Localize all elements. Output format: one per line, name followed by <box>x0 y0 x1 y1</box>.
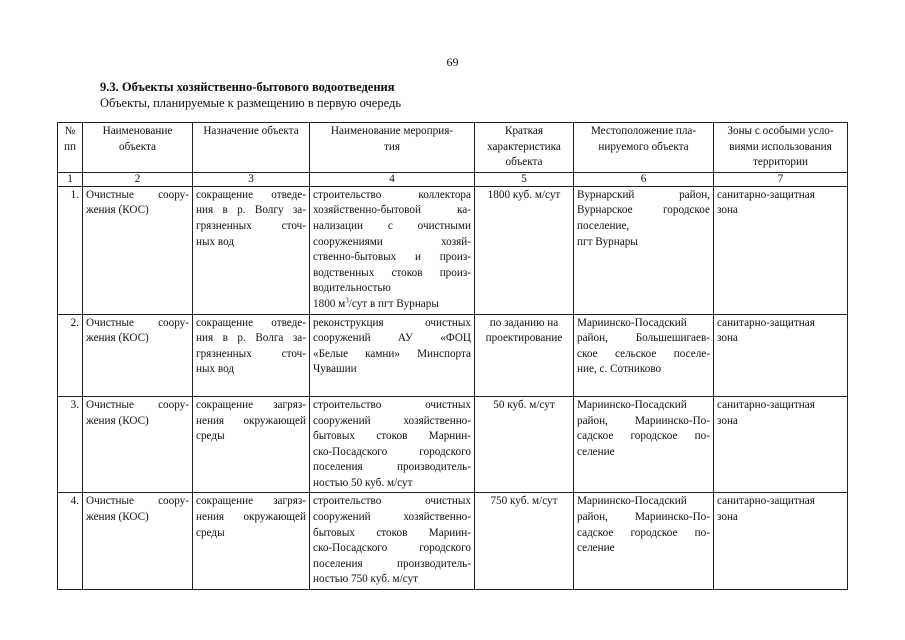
cell-line: Вурнарский район, <box>577 188 710 201</box>
object-spec-cell <box>475 493 574 590</box>
cell-line: поселения производитель- <box>313 461 471 474</box>
cell-line: ско-Посадского городского <box>313 445 471 458</box>
cell-line: поселения производитель- <box>313 557 471 570</box>
cell-line: жения (КОС) <box>86 414 149 427</box>
object-spec-cell <box>475 396 574 493</box>
cell-line: ных вод <box>196 235 235 248</box>
header-line: Зоны с особыми усло- <box>727 125 834 137</box>
cell-line: нения окружающей <box>196 511 306 524</box>
row-number: 4. <box>58 493 83 590</box>
cell-line: селение <box>577 445 615 458</box>
cell-line: грязненных сточ- <box>196 347 306 360</box>
column-number: 6 <box>574 172 714 186</box>
header-line: объекта <box>505 156 543 169</box>
cell-line: жения (КОС) <box>86 204 149 217</box>
header-line: объекта <box>118 140 157 153</box>
table-row <box>58 314 848 396</box>
cell-line: сокращение отведе- <box>196 316 306 329</box>
measure-cell <box>310 396 475 493</box>
object-name-cell <box>83 186 193 314</box>
header-line: виями использования <box>729 140 832 153</box>
cell-line: проектирование <box>485 332 563 345</box>
object-purpose-cell <box>193 493 310 590</box>
cell-line: санитарно-защитная <box>717 398 815 411</box>
row-number: 2. <box>58 314 83 396</box>
cell-line: нения окружающей <box>196 414 306 427</box>
header-col-name <box>83 123 193 173</box>
column-number: 5 <box>475 172 574 186</box>
location-cell <box>574 186 714 314</box>
measure-cell <box>310 186 475 314</box>
cell-line: ния в р. Волгу за- <box>196 204 306 217</box>
cell-line: бытовых стоков Марнин- <box>313 430 471 443</box>
header-col-spec <box>475 123 574 173</box>
cell-line: селение <box>577 542 615 555</box>
column-number: 1 <box>58 172 83 186</box>
header-col-location <box>574 123 714 173</box>
zones-cell <box>714 314 848 396</box>
cell-line: Очистные соору- <box>86 316 189 329</box>
row-number: 3. <box>58 396 83 493</box>
cell-line: зона <box>717 204 738 217</box>
header-line: № <box>64 125 76 137</box>
cell-line: реконструкция очистных <box>313 316 471 329</box>
column-number-row <box>58 172 848 186</box>
capacity-value: 1800 м <box>313 297 346 310</box>
cell-line: водительностью <box>313 282 391 295</box>
cell-line: поселение, <box>577 219 630 232</box>
column-number: 2 <box>83 172 193 186</box>
wastewater-objects-table <box>57 122 848 590</box>
header-line: Наименование мероприя- <box>330 125 454 137</box>
cell-line: санитарно-защитная <box>717 316 815 329</box>
header-line: Наименование <box>102 125 173 137</box>
cell-line: грязненных сточ- <box>196 219 306 232</box>
cell-line: Чувашии <box>313 363 357 376</box>
cell-line: ское сельское поселе- <box>577 347 710 360</box>
cell-line: пгт Вурнары <box>577 235 638 248</box>
cell-line: садское городское по- <box>577 526 710 539</box>
object-spec-cell <box>475 186 574 314</box>
cell-line: Очистные соору- <box>86 398 189 411</box>
header-line: территории <box>753 156 808 169</box>
cell-line: среды <box>196 526 225 539</box>
cell-line: бытовых стоков Мариин- <box>313 526 471 539</box>
object-purpose-cell <box>193 186 310 314</box>
cell-line: Мариинско-Посадский <box>577 316 687 329</box>
cell-line: садское городское по- <box>577 430 710 443</box>
cell-line: сооружений хозяйственно- <box>313 511 471 524</box>
object-name-cell <box>83 314 193 396</box>
zones-cell <box>714 493 848 590</box>
cell-line: ния в р. Волга за- <box>196 332 306 345</box>
cell-line: сокращение загряз- <box>196 398 306 411</box>
object-purpose-cell <box>193 396 310 493</box>
cell-line: Мариинско-Посадский <box>577 495 687 508</box>
cell-line: среды <box>196 430 225 443</box>
location-cell <box>574 396 714 493</box>
cell-line: Вурнарское городское <box>577 204 710 217</box>
cell-line: ственно-бытовых и произ- <box>313 251 471 264</box>
column-number: 7 <box>714 172 848 186</box>
header-line: нируемого объекта <box>598 140 689 153</box>
capacity-location: /сут в пгт Вурнары <box>348 297 439 310</box>
cell-line: хозяйственно-бытовой ка- <box>313 204 471 217</box>
cell-line: санитарно-защитная <box>717 188 815 201</box>
cell-line: водственных стоков произ- <box>313 266 471 279</box>
header-line: Назначение объекта <box>203 125 299 137</box>
cell-line: «Белые камни» Минспорта <box>313 347 471 360</box>
header-col-num <box>58 123 83 173</box>
cell-line: Очистные соору- <box>86 495 189 508</box>
cell-line: Очистные соору- <box>86 188 189 201</box>
cell-line: жения (КОС) <box>86 332 149 345</box>
object-purpose-cell <box>193 314 310 396</box>
header-line: Местоположение пла- <box>590 125 697 137</box>
cell-line: сооружений хозяйственно- <box>313 414 471 427</box>
cell-line: жения (КОС) <box>86 511 149 524</box>
object-spec-cell <box>475 314 574 396</box>
header-line: тия <box>383 140 401 153</box>
table-header-row <box>58 123 848 173</box>
cell-line: сокращение отведе- <box>196 188 306 201</box>
column-number: 3 <box>193 172 310 186</box>
object-name-cell <box>83 396 193 493</box>
cell-line: строительство коллектора <box>313 188 471 201</box>
object-name-cell <box>83 493 193 590</box>
location-cell <box>574 314 714 396</box>
table-row <box>58 186 848 314</box>
cell-line: район, Мариинско-По- <box>577 414 710 427</box>
cell-line: 1800 куб. м/сут <box>487 188 561 201</box>
cell-line: зона <box>717 511 738 524</box>
cell-line: 750 куб. м/сут <box>490 495 558 508</box>
column-number: 4 <box>310 172 475 186</box>
measure-cell <box>310 493 475 590</box>
cell-line: сокращение загряз- <box>196 495 306 508</box>
cell-line: ных вод <box>196 363 235 376</box>
cell-line: 50 куб. м/сут <box>493 398 555 411</box>
cell-line: зона <box>717 414 738 427</box>
cell-line: район, Мариинско-По- <box>577 511 710 524</box>
zones-cell <box>714 396 848 493</box>
location-cell <box>574 493 714 590</box>
cell-line: ностью 750 куб. м/сут <box>313 573 419 586</box>
header-line: характеристика <box>487 140 561 153</box>
header-col-purpose <box>193 123 310 173</box>
cell-line <box>313 297 471 313</box>
header-line: пп <box>64 140 76 153</box>
table-row <box>58 493 848 590</box>
cell-line: строительство очистных <box>313 495 471 508</box>
section-title: 9.3. Объекты хозяйственно-бытового водоотведения <box>100 80 395 94</box>
cell-line: зона <box>717 332 738 345</box>
cell-line: по заданию на <box>489 316 559 329</box>
cubic-superscript: 3 <box>345 296 349 305</box>
cell-line: нализации с очистными <box>313 219 471 232</box>
header-col-measure <box>310 123 475 173</box>
cell-line: сооружений АУ «ФОЦ <box>313 332 471 345</box>
zones-cell <box>714 186 848 314</box>
cell-line: ско-Посадского городского <box>313 542 471 555</box>
page-number: 69 <box>446 55 459 69</box>
measure-cell <box>310 314 475 396</box>
table-row <box>58 396 848 493</box>
cell-line: сооружениями хозяй- <box>313 235 471 248</box>
header-line: Краткая <box>505 125 543 137</box>
cell-line: район, Большешигаев- <box>577 332 710 345</box>
cell-line: ние, с. Сотниково <box>577 363 662 376</box>
cell-line: ностью 50 куб. м/сут <box>313 476 413 489</box>
cell-line: Мариинско-Посадский <box>577 398 687 411</box>
cell-line: строительство очистных <box>313 398 471 411</box>
header-col-zones <box>714 123 848 173</box>
section-subtitle: Объекты, планируемые к размещению в первую очередь <box>100 96 402 110</box>
row-number: 1. <box>58 186 83 314</box>
cell-line: санитарно-защитная <box>717 495 815 508</box>
